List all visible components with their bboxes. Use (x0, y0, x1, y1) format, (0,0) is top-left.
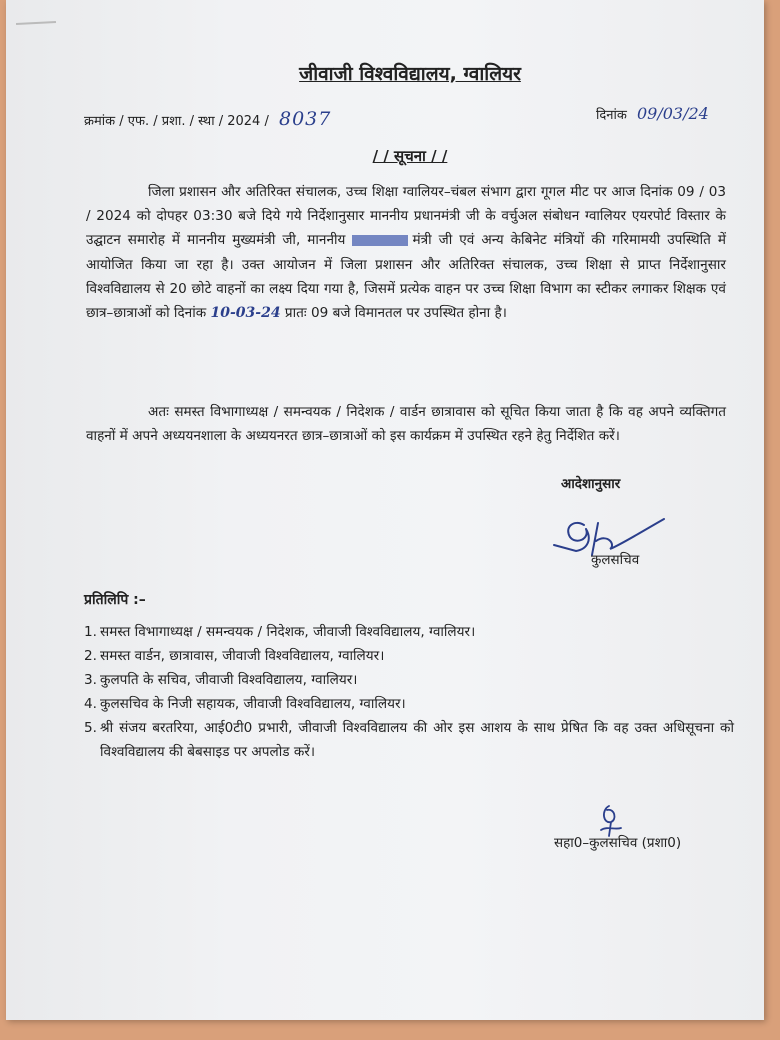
order-text: आदेशानुसार (561, 476, 621, 492)
date-value: 09/03/24 (636, 104, 709, 123)
list-number: 2. (84, 648, 97, 664)
list-item (84, 620, 734, 644)
list-number: 4. (84, 696, 97, 712)
date-label: दिनांक (596, 108, 627, 123)
list-text: कुलपति के सचिव, जीवाजी विश्वविद्यालय, ग्वालियर। (100, 672, 358, 688)
list-number: 5. (84, 720, 97, 736)
date-line (596, 104, 709, 123)
registrar-title: कुलसचिव (591, 552, 640, 568)
notice-paragraph-2: अतः समस्त विभागाध्यक्ष / समन्वयक / निदेशक / वार्डन छात्रावास को सूचित किया जाता है कि वह अपने व्यक्तिगत वाहनों में अपने अध्ययनशाला के अध्ययनरत छात्र–छात्राओं को इस कार्यक्रम में उपस्थित रहने हेतु निर्देशित करें। (86, 404, 726, 445)
copy-list (84, 620, 734, 764)
list-text: कुलसचिव के निजी सहायक, जीवाजी विश्वविद्यालय, ग्वालियर। (100, 696, 406, 712)
para1-part-a: जिला प्रशासन और अतिरिक्त संचालक, उच्च शिक्षा ग्वालियर–चंबल संभाग द्वारा गूगल मीट पर आज दिनांक 09 / 03 / 2024 को दोपहर 03:30 बजे दिये गये निर्देशानुसार माननीय प्रधानमंत्री जी के वर्चुअल संबोधन ग्वालियर एयरपोर्ट विस्तार के उद्घाटन समारोह में माननीय मुख्यमंत्री जी, माननीय (86, 184, 726, 249)
reference-number: 8037 (278, 108, 332, 130)
reference-prefix: क्रमांक / एफ. / प्रशा. / स्था / 2024 / (84, 114, 269, 129)
list-text: श्री संजय बरतरिया, आई0टी0 प्रभारी, जीवाजी विश्वविद्यालय की ओर इस आशय के साथ प्रेषित कि वह उक्त अधिसूचना को विश्वविद्यालय की बेबसाइड पर अपलोड करें। (100, 720, 734, 760)
list-text: समस्त विभागाध्यक्ष / समन्वयक / निदेशक, जीवाजी विश्वविद्यालय, ग्वालियर। (100, 624, 476, 640)
redaction-mark (352, 235, 408, 246)
notice-paragraph-1 (86, 180, 726, 325)
para1-part-b: मंत्री जी एवं अन्य केबिनेट मंत्रियों की गरिमामयी उपस्थिति में आयोजित किया जा रहा है। उक्त आयोजन में जिला प्रशासन और अतिरिक्त संचालक, उच्च शिक्षा से प्राप्त निर्देशानुसार विश्वविद्यालय से 20 छोटे वाहनों का लक्ष्य दिया गया है, जिसमें प्रत्येक वाहन पर उच्च शिक्षा विभाग का स्टीकर लगाकर शिक्षक एवं छात्र–छात्राओं को दिनांक (86, 232, 726, 322)
paper-crease (16, 21, 56, 25)
document-paper (6, 0, 764, 1020)
university-title: जीवाजी विश्वविद्यालय, ग्वालियर (299, 63, 521, 85)
list-item (84, 668, 734, 692)
handwritten-date: 10-03-24 (210, 305, 281, 322)
list-number: 3. (84, 672, 97, 688)
list-number: 1. (84, 624, 97, 640)
reference-line (84, 108, 331, 130)
notice-title: / / सूचना / / (372, 147, 448, 165)
para1-part-c: प्रातः 09 बजे विमानतल पर उपस्थित होना है। (284, 305, 507, 322)
copy-heading: प्रतिलिपि :– (84, 592, 146, 608)
list-text: समस्त वार्डन, छात्रावास, जीवाजी विश्वविद्यालय, ग्वालियर। (100, 648, 385, 664)
list-item (84, 644, 734, 668)
list-item (84, 692, 734, 716)
list-item (84, 716, 734, 764)
assistant-registrar-title: सहा0–कुलसचिव (प्रशा0) (554, 835, 682, 851)
